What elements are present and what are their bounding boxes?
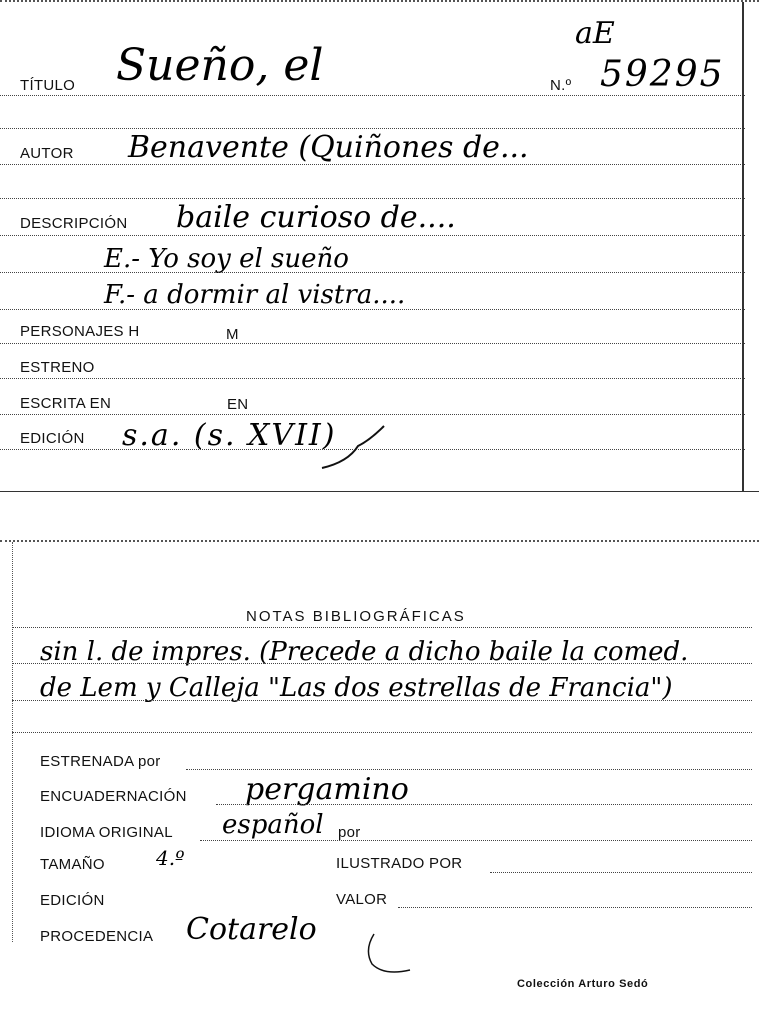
edicion-label: EDICIÓN xyxy=(20,430,85,447)
estreno-line xyxy=(0,378,745,379)
autor-line xyxy=(0,164,745,165)
edicion-line xyxy=(0,449,745,450)
notas-line xyxy=(12,627,752,628)
guide-line xyxy=(0,309,745,310)
escrita-en-2-label: EN xyxy=(227,396,249,413)
descripcion-line-2: E.- Yo soy el sueño xyxy=(104,244,349,274)
notas-line xyxy=(12,700,752,701)
notas-heading: NOTAS BIBLIOGRÁFICAS xyxy=(246,608,466,625)
valor-label: VALOR xyxy=(336,891,388,908)
escrita-en-label: ESCRITA EN xyxy=(20,395,112,412)
escrita-en-line xyxy=(0,414,745,415)
titulo-line xyxy=(0,95,745,96)
titulo-value: Sueño, el xyxy=(116,40,324,91)
card-separator xyxy=(0,491,759,492)
descripcion-line-3: F.- a dormir al vistra.... xyxy=(104,280,406,310)
idioma-line xyxy=(200,840,752,841)
guide-line xyxy=(0,128,745,129)
card-left-edge xyxy=(12,542,13,942)
card-right-edge xyxy=(742,2,744,492)
tamano-value: 4.º xyxy=(156,846,185,870)
encuadernacion-line xyxy=(216,804,752,805)
idioma-por-label: por xyxy=(338,824,361,841)
personajes-m-label: M xyxy=(226,326,239,343)
estreno-label: ESTRENO xyxy=(20,359,95,376)
estrenada-line xyxy=(186,769,752,770)
catalog-card-front xyxy=(0,0,759,494)
encuadernacion-value: pergamino xyxy=(245,772,409,807)
notas-line xyxy=(12,732,752,733)
notas-text-2: de Lem y Calleja "Las dos estrellas de Francia") xyxy=(40,673,673,703)
numero-prefix: aE xyxy=(575,16,615,51)
idioma-label: IDIOMA ORIGINAL xyxy=(40,824,173,841)
procedencia-value: Cotarelo xyxy=(186,912,317,947)
notas-text-1: sin l. de impres. (Precede a dicho baile la comed. xyxy=(40,637,689,667)
guide-line xyxy=(0,198,745,199)
tamano-label: TAMAÑO xyxy=(40,856,105,873)
autor-value: Benavente (Quiñones de... xyxy=(128,130,529,165)
notas-line xyxy=(12,663,752,664)
edicion-value: s.a. (s. XVII) xyxy=(122,418,337,453)
autor-label: AUTOR xyxy=(20,145,74,162)
descripcion-line xyxy=(0,235,745,236)
valor-line xyxy=(398,907,752,908)
encuadernacion-label: ENCUADERNACIÓN xyxy=(40,788,187,805)
edicion-back-label: EDICIÓN xyxy=(40,892,105,909)
collection-stamp: Colección Arturo Sedó xyxy=(517,978,649,990)
handwritten-curve-mark xyxy=(362,930,422,980)
numero-value: 59295 xyxy=(600,54,725,95)
guide-line xyxy=(0,272,745,273)
personajes-line xyxy=(0,343,745,344)
personajes-label: PERSONAJES H xyxy=(20,323,140,340)
catalog-card-back xyxy=(0,540,759,1030)
handwritten-bracket-mark xyxy=(318,422,388,472)
numero-label: N.º xyxy=(550,77,572,94)
titulo-label: TÍTULO xyxy=(20,77,76,94)
estrenada-label: ESTRENADA por xyxy=(40,753,161,770)
idioma-value: español xyxy=(222,810,324,840)
procedencia-label: PROCEDENCIA xyxy=(40,928,154,945)
ilustrado-label: ILUSTRADO POR xyxy=(336,855,463,872)
ilustrado-line xyxy=(490,872,752,873)
descripcion-line-1: baile curioso de.... xyxy=(176,200,456,235)
descripcion-label: DESCRIPCIÓN xyxy=(20,215,128,232)
